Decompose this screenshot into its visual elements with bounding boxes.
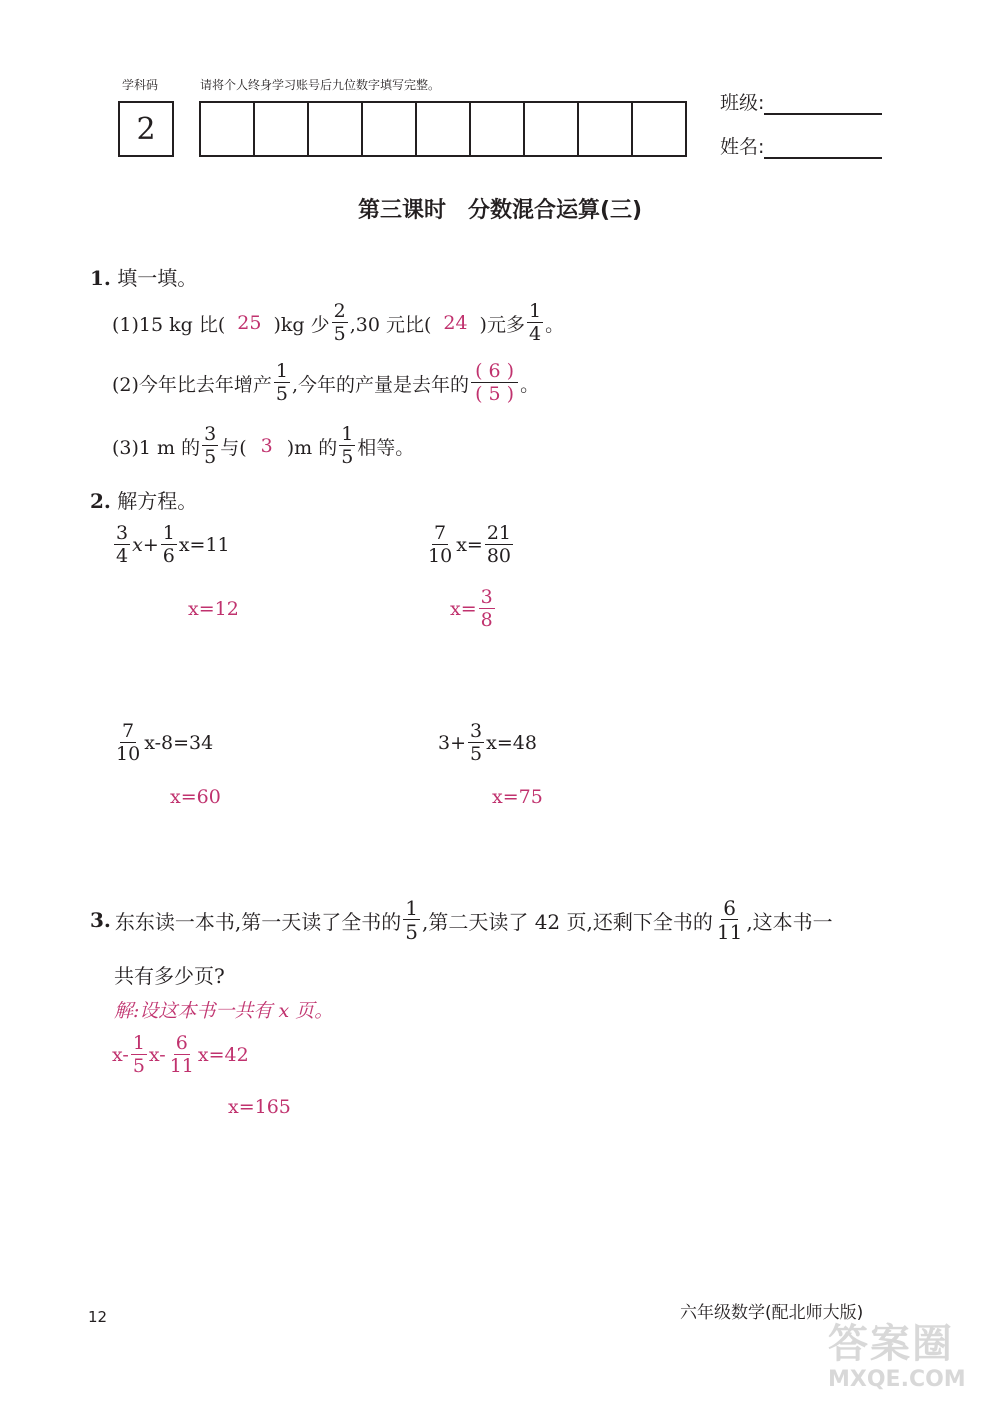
denominator: 10 [428, 545, 453, 567]
answer-blank: 25 [237, 312, 262, 334]
part-text: 。 [545, 313, 565, 336]
denominator: 5 [470, 743, 483, 765]
digit-box[interactable] [633, 103, 685, 155]
watermark [828, 1322, 988, 1406]
question-number: 2. [90, 489, 111, 513]
part-text: ,今年的产量是去年的 [292, 373, 470, 396]
subject-code-box [118, 101, 174, 157]
fraction [114, 722, 142, 764]
answer-numerator [471, 362, 518, 383]
question-1-part-3 [112, 425, 414, 467]
part-text: 与( [220, 436, 247, 459]
answer-value: ( 5 ) [475, 383, 515, 405]
denominator: 5 [333, 323, 346, 345]
part-text: (2)今年比去年增产 [112, 373, 272, 396]
question-number: 1. [90, 266, 111, 290]
variable: x [132, 534, 143, 556]
class-blank-line[interactable] [764, 93, 882, 115]
equation-4-answer: x=75 [492, 786, 543, 808]
subject-code-value: 2 [136, 111, 156, 147]
question-1-part-2 [112, 362, 539, 404]
digit-box[interactable] [309, 103, 363, 155]
numerator: 6 [723, 896, 736, 920]
part-text: ,30 元比( [349, 313, 432, 336]
part-text: (1)15 kg 比( [112, 313, 226, 336]
class-label: 班级: [720, 92, 765, 114]
page-title: 第三课时 分数混合运算(三) [357, 198, 643, 223]
answer-blank: 3 [260, 435, 273, 457]
fraction [479, 588, 495, 630]
page-number: 12 [88, 1308, 108, 1326]
equation-1-answer: x=12 [188, 598, 239, 620]
equation-1 [112, 524, 230, 566]
question-1-part-1 [112, 302, 564, 344]
solution-equation [112, 1034, 249, 1076]
denominator: 5 [204, 446, 217, 468]
class-field[interactable] [720, 88, 882, 115]
part-text: )kg 少 [273, 313, 330, 336]
part-text: (3)1 m 的 [112, 436, 201, 459]
denominator: 10 [116, 743, 141, 765]
answer-denominator [471, 383, 518, 404]
numerator: 3 [204, 423, 217, 445]
equation-text: x-8=34 [144, 732, 214, 754]
numerator: 1 [341, 423, 354, 445]
answer-text: x= [450, 598, 477, 620]
fraction [274, 362, 290, 404]
solution-answer: x=165 [228, 1096, 291, 1118]
fraction [527, 302, 543, 344]
digit-box[interactable] [579, 103, 633, 155]
denominator: 8 [480, 609, 493, 631]
fraction [161, 524, 177, 566]
equation-text: x- [112, 1044, 129, 1066]
denominator: 5 [132, 1055, 145, 1077]
subject-code-label: 学科码 [122, 78, 159, 92]
fraction [485, 524, 513, 566]
watermark-text: 答案圈 [828, 1321, 954, 1367]
equation-4 [438, 722, 537, 764]
denominator: 11 [169, 1055, 194, 1077]
numerator: 1 [405, 896, 418, 920]
name-label: 姓名: [720, 136, 765, 158]
name-field[interactable] [720, 132, 882, 159]
fraction [426, 524, 454, 566]
question-1-heading [90, 262, 197, 291]
denominator: 11 [716, 920, 743, 944]
numerator: 3 [116, 522, 129, 544]
account-digit-boxes[interactable] [199, 101, 687, 157]
numerator: 3 [480, 586, 493, 608]
numerator: 1 [528, 300, 542, 322]
fraction [114, 524, 130, 566]
question-3-text [90, 898, 833, 942]
book-title: 六年级数学(配北师大版) [680, 1303, 864, 1323]
numerator: 7 [122, 720, 135, 742]
numerator: 6 [175, 1032, 188, 1054]
part-text: )m 的 [286, 436, 338, 459]
digit-box[interactable] [417, 103, 471, 155]
question-text: 东东读一本书,第一天读了全书的 [114, 909, 402, 934]
fraction [468, 722, 484, 764]
question-heading-text: 解方程。 [117, 489, 198, 513]
operator: + [142, 534, 159, 556]
fraction [403, 898, 420, 942]
denominator: 4 [528, 323, 542, 345]
numerator: 7 [434, 522, 447, 544]
question-3-text-continued: 共有多少页? [114, 964, 225, 988]
denominator: 5 [275, 383, 289, 405]
question-heading-text: 填一填。 [117, 266, 198, 290]
digit-box[interactable] [255, 103, 309, 155]
solution-setup: 解:设这本书一共有 x 页。 [114, 1000, 334, 1022]
question-text: ,第二天读了 42 页,还剩下全书的 [421, 909, 713, 934]
fraction [715, 898, 744, 942]
denominator: 5 [405, 920, 418, 944]
part-text: 。 [520, 373, 540, 396]
digit-box[interactable] [363, 103, 417, 155]
fraction [339, 425, 355, 467]
watermark-url: MXQE.COM [828, 1367, 966, 1392]
answer-blank: 24 [443, 312, 468, 334]
equation-2-answer [450, 588, 497, 630]
fraction [168, 1034, 196, 1076]
equation-text: x=48 [486, 732, 537, 754]
numerator: 1 [132, 1032, 145, 1054]
name-blank-line[interactable] [764, 137, 882, 159]
equation-text: x=11 [178, 534, 230, 556]
denominator: 4 [116, 545, 129, 567]
question-text: ,这本书一 [746, 909, 833, 934]
denominator: 5 [341, 446, 354, 468]
numerator: 2 [333, 300, 346, 322]
part-text: )元多 [479, 313, 525, 336]
equation-text: 3+ [438, 732, 467, 754]
denominator: 6 [162, 545, 175, 567]
answer-fraction [471, 362, 518, 404]
numerator: 1 [275, 360, 289, 382]
answer-value: ( 6 ) [475, 360, 515, 382]
fraction [131, 1034, 147, 1076]
denominator: 80 [486, 545, 512, 567]
fraction [332, 302, 348, 344]
digit-box[interactable] [201, 103, 255, 155]
account-instruction: 请将个人终身学习账号后九位数字填写完整。 [200, 78, 441, 92]
equation-3 [112, 722, 213, 764]
equation-2 [424, 524, 515, 566]
numerator: 1 [162, 522, 175, 544]
digit-box[interactable] [471, 103, 525, 155]
fraction [202, 425, 218, 467]
numerator: 3 [470, 720, 483, 742]
question-number: 3. [90, 908, 111, 932]
numerator: 21 [486, 522, 512, 544]
equation-text: x=42 [197, 1044, 249, 1066]
equation-3-answer: x=60 [170, 786, 221, 808]
digit-box[interactable] [525, 103, 579, 155]
equation-text: x= [456, 534, 483, 556]
part-text: 相等。 [357, 436, 415, 459]
question-2-heading [90, 485, 197, 514]
equation-text: x- [148, 1044, 166, 1066]
